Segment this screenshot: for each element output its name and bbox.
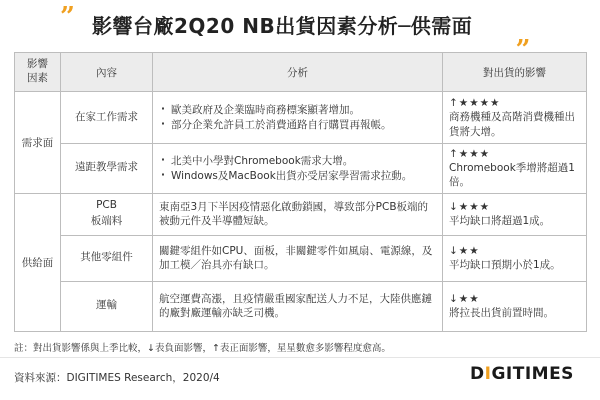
analysis-bullet: · 部分企業允許員工於消費通路自行購買再報帳。 — [159, 118, 436, 132]
row-analysis — [153, 144, 443, 194]
impact-text: 將拉長出貨前置時間。 — [449, 307, 554, 320]
row-analysis: 關鍵零組件如CPU、面板，非關鍵零件如風扇、電源線，及加工模／治具亦有缺口。 — [153, 235, 443, 281]
impact-text: Chromebook季增將超過1倍。 — [449, 162, 575, 189]
analysis-bullet: · Windows及MacBook出貨亦受居家學習需求拉動。 — [159, 169, 436, 183]
row-impact — [443, 235, 587, 281]
impact-text: 平均缺口預期小於1成。 — [449, 259, 561, 272]
header-factor: 影響 因素 — [15, 53, 61, 92]
impact-stars: ↑★★★★ — [449, 97, 501, 110]
row-item: 在家工作需求 — [61, 92, 153, 144]
open-quote-icon: ” — [60, 2, 75, 32]
logo-text-post: GITIMES — [491, 364, 574, 384]
header-content: 內容 — [61, 53, 153, 92]
table-header-row — [15, 53, 587, 92]
row-impact — [443, 92, 587, 144]
analysis-bullet: · 北美中小學對Chromebook需求大增。 — [159, 154, 436, 168]
row-impact — [443, 281, 587, 331]
logo-text-pre: D — [470, 364, 485, 384]
row-item: 運輸 — [61, 281, 153, 331]
analysis-bullet: · 歐美政府及企業臨時商務標案顯著增加。 — [159, 103, 436, 117]
row-analysis: 航空運費高漲，且疫情嚴重國家配送人力不足，大陸供應鏈的廠對廠運輸亦缺乏司機。 — [153, 281, 443, 331]
page-title: 影響台廠2Q20 NB出貨因素分析─供需面 — [92, 14, 473, 38]
header-analysis: 分析 — [153, 53, 443, 92]
logo-text-accent: I — [484, 364, 492, 384]
impact-text: 平均缺口將超過1成。 — [449, 215, 551, 228]
group-supply: 供給面 — [15, 193, 61, 331]
row-analysis — [153, 92, 443, 144]
digitimes-logo — [470, 364, 574, 384]
row-impact — [443, 193, 587, 235]
table-row — [15, 92, 587, 144]
row-item: PCB 板端料 — [61, 193, 153, 235]
impact-stars: ↓★★★ — [449, 200, 491, 213]
title-area — [0, 0, 600, 50]
impact-stars: ↓★★ — [449, 292, 480, 305]
table-row — [15, 193, 587, 235]
table-row — [15, 144, 587, 194]
impact-text: 商務機種及高階消費機種出貨將大增。 — [449, 111, 575, 138]
analysis-table — [14, 52, 587, 332]
group-demand: 需求面 — [15, 92, 61, 194]
footnote: 註：對出貨影響係與上季比較，↓表負面影響，↑表正面影響，星星數愈多影響程度愈高。 — [14, 343, 391, 354]
divider — [0, 357, 600, 358]
source-text: 資料來源：DIGITIMES Research，2020/4 — [14, 372, 220, 384]
row-impact — [443, 144, 587, 194]
table-row — [15, 281, 587, 331]
header-impact: 對出貨的影響 — [443, 53, 587, 92]
row-item: 其他零組件 — [61, 235, 153, 281]
row-item: 遠距教學需求 — [61, 144, 153, 194]
impact-stars: ↓★★ — [449, 244, 480, 257]
close-quote-icon: „ — [516, 20, 531, 50]
row-analysis: 東南亞3月下半因疫情惡化啟動鎖國，導致部分PCB板端的被動元件及半導體短缺。 — [153, 193, 443, 235]
impact-stars: ↑★★★ — [449, 148, 491, 160]
table-row — [15, 235, 587, 281]
